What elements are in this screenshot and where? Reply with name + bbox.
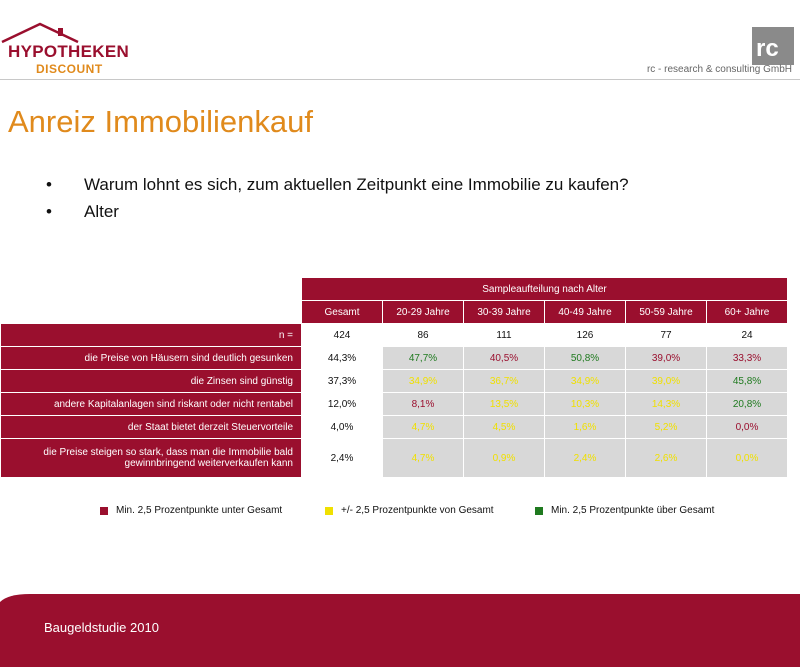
row-label: der Staat bietet derzeit Steuervorteile bbox=[1, 416, 302, 439]
legend-item-equal bbox=[325, 505, 494, 516]
table-cell: 0,0% bbox=[707, 416, 788, 439]
page-title: Anreiz Immobilienkauf bbox=[8, 104, 313, 139]
table-cell: 4,7% bbox=[383, 439, 464, 478]
row-label: die Preise von Häusern sind deutlich gesunken bbox=[1, 347, 302, 370]
row-label-line: die Preise steigen so stark, dass man die Immobilie bald bbox=[43, 447, 293, 458]
table-corner bbox=[1, 301, 302, 324]
n-cell: 86 bbox=[383, 324, 464, 347]
table-cell: 4,7% bbox=[383, 416, 464, 439]
rc-logo-text: rc bbox=[756, 35, 779, 62]
table-cell: 14,3% bbox=[626, 393, 707, 416]
cell-gesamt: 12,0% bbox=[302, 393, 383, 416]
legend-item-under bbox=[100, 505, 282, 516]
company-name: rc - research & consulting GmbH bbox=[646, 64, 792, 75]
bullet-text: Alter bbox=[84, 202, 119, 221]
legend-swatch bbox=[325, 507, 333, 515]
table-cell: 40,5% bbox=[464, 347, 545, 370]
cell-gesamt: 2,4% bbox=[302, 439, 383, 478]
column-header: 60+ Jahre bbox=[707, 301, 788, 324]
table-cell: 39,0% bbox=[626, 370, 707, 393]
results-table bbox=[0, 277, 788, 478]
table-cell: 13,5% bbox=[464, 393, 545, 416]
bullet-dot: • bbox=[46, 175, 52, 194]
table-cell: 10,3% bbox=[545, 393, 626, 416]
table-cell: 34,9% bbox=[545, 370, 626, 393]
table-cell: 39,0% bbox=[626, 347, 707, 370]
bullet-item bbox=[46, 175, 629, 202]
table-row bbox=[1, 416, 788, 439]
legend-label: +/- 2,5 Prozentpunkte von Gesamt bbox=[341, 505, 494, 516]
table-cell: 50,8% bbox=[545, 347, 626, 370]
bullet-text: Warum lohnt es sich, zum aktuellen Zeitpunkt eine Immobilie zu kaufen? bbox=[84, 175, 629, 194]
table-cell: 4,5% bbox=[464, 416, 545, 439]
table-row bbox=[1, 393, 788, 416]
row-label-line: gewinnbringend weiterverkaufen kann bbox=[124, 458, 293, 469]
table-cell: 36,7% bbox=[464, 370, 545, 393]
bullet-dot: • bbox=[46, 202, 52, 221]
column-header: 20-29 Jahre bbox=[383, 301, 464, 324]
column-header: 30-39 Jahre bbox=[464, 301, 545, 324]
legend-label: Min. 2,5 Prozentpunkte über Gesamt bbox=[551, 505, 715, 516]
header-divider bbox=[0, 79, 800, 80]
legend-swatch bbox=[535, 507, 543, 515]
column-header: 40-49 Jahre bbox=[545, 301, 626, 324]
table-cell: 2,6% bbox=[626, 439, 707, 478]
bullet-item bbox=[46, 202, 629, 229]
rc-logo bbox=[752, 27, 794, 65]
table-cell: 0,9% bbox=[464, 439, 545, 478]
logo-sub: DISCOUNT bbox=[36, 62, 103, 76]
cell-gesamt: 44,3% bbox=[302, 347, 383, 370]
table-cell: 45,8% bbox=[707, 370, 788, 393]
footer-title: Baugeldstudie 2010 bbox=[44, 620, 159, 635]
cell-gesamt: 37,3% bbox=[302, 370, 383, 393]
bullet-list bbox=[46, 175, 629, 229]
cell-gesamt: 4,0% bbox=[302, 416, 383, 439]
n-cell: 24 bbox=[707, 324, 788, 347]
group-header: Sampleaufteilung nach Alter bbox=[302, 278, 788, 301]
table-cell: 47,7% bbox=[383, 347, 464, 370]
logo-brand: HYPOTHEKEN bbox=[8, 42, 130, 61]
table-cell: 20,8% bbox=[707, 393, 788, 416]
n-cell: 126 bbox=[545, 324, 626, 347]
legend-item-over bbox=[535, 505, 714, 516]
n-label: n = bbox=[1, 324, 302, 347]
row-label: andere Kapitalanlagen sind riskant oder nicht rentabel bbox=[1, 393, 302, 416]
n-cell: 424 bbox=[302, 324, 383, 347]
n-cell: 111 bbox=[464, 324, 545, 347]
n-cell: 77 bbox=[626, 324, 707, 347]
table-cell: 8,1% bbox=[383, 393, 464, 416]
table-cell: 2,4% bbox=[545, 439, 626, 478]
table-row bbox=[1, 439, 788, 478]
table-row bbox=[1, 347, 788, 370]
table-cell: 5,2% bbox=[626, 416, 707, 439]
row-label bbox=[1, 439, 302, 478]
column-header: 50-59 Jahre bbox=[626, 301, 707, 324]
table-cell: 34,9% bbox=[383, 370, 464, 393]
row-label: die Zinsen sind günstig bbox=[1, 370, 302, 393]
table-corner bbox=[1, 278, 302, 301]
table-cell: 33,3% bbox=[707, 347, 788, 370]
table-row bbox=[1, 370, 788, 393]
column-header: Gesamt bbox=[302, 301, 383, 324]
hypotheken-discount-logo bbox=[0, 22, 130, 82]
table-cell: 0,0% bbox=[707, 439, 788, 478]
legend-label: Min. 2,5 Prozentpunkte unter Gesamt bbox=[116, 505, 283, 516]
legend-swatch bbox=[100, 507, 108, 515]
table-cell: 1,6% bbox=[545, 416, 626, 439]
